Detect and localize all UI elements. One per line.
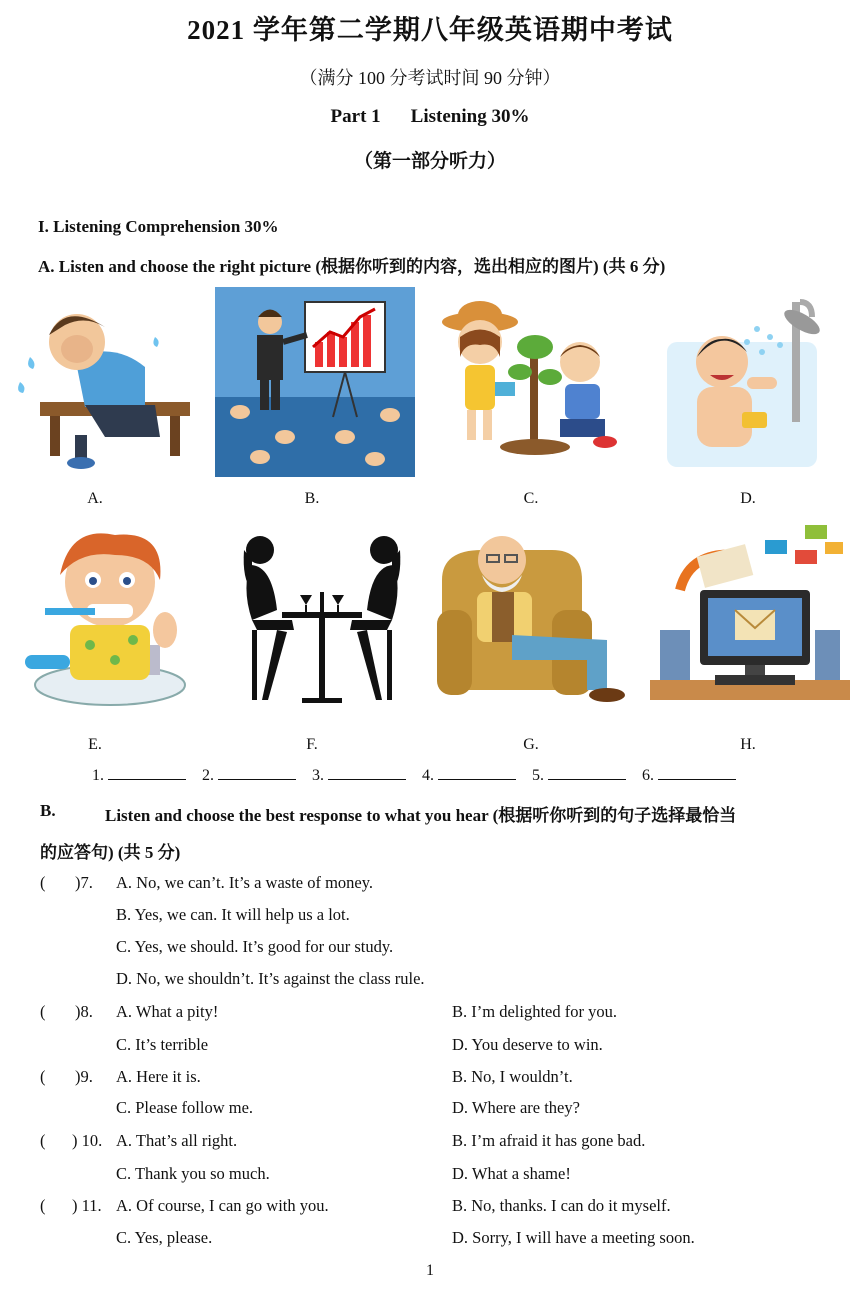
picture-letter: E.: [88, 736, 102, 753]
question-number: ) 11.: [72, 1196, 102, 1215]
picture-letter: D.: [740, 490, 756, 507]
picture-letter: A.: [87, 490, 103, 507]
option-text: C. It’s terrible: [116, 1035, 209, 1054]
option-text: A. Of course, I can go with you.: [116, 1196, 329, 1215]
presentation-applause-icon: [215, 287, 415, 477]
blank-item[interactable]: 3.: [312, 765, 406, 785]
question-number: )8.: [75, 1002, 93, 1021]
part-heading-cn: （第一部分听力）: [353, 151, 506, 172]
part-b-heading-cont: 的应答句) (共 5 分): [40, 843, 181, 862]
part-heading: [0, 106, 860, 128]
option-text: D. Where are they?: [452, 1098, 580, 1117]
option-text: B. I’m afraid it has gone bad.: [452, 1131, 646, 1150]
blank-item[interactable]: 6.: [642, 765, 736, 785]
option-text: B. Yes, we can. It will help us a lot.: [116, 905, 350, 924]
question-number: ) 10.: [72, 1131, 103, 1150]
part-a-heading: A. Listen and choose the right picture (根据你听到的内容，选出相应的图片) (共 6 分): [38, 257, 666, 276]
option-text: B. No, I wouldn’t.: [452, 1067, 573, 1086]
option-text: D. What a shame!: [452, 1164, 571, 1183]
answer-paren[interactable]: (: [40, 873, 46, 892]
blank-item[interactable]: 2.: [202, 765, 296, 785]
picture-letter: C.: [523, 490, 539, 507]
boy-brushing-teeth-icon: [15, 520, 215, 710]
answer-paren[interactable]: (: [40, 1196, 46, 1215]
two-women-dining-icon: [222, 520, 422, 710]
option-text: B. I’m delighted for you.: [452, 1002, 617, 1021]
answer-line[interactable]: [328, 765, 406, 780]
option-text: A. That’s all right.: [116, 1131, 238, 1150]
answer-line[interactable]: [438, 765, 516, 780]
answer-paren[interactable]: (: [40, 1002, 46, 1021]
part-b-label: B.: [40, 801, 56, 820]
question-number: )7.: [75, 873, 93, 892]
computer-email-icon: [650, 520, 850, 710]
blank-item[interactable]: 4.: [422, 765, 516, 785]
option-text: D. You deserve to win.: [452, 1035, 603, 1054]
option-text: C. Thank you so much.: [116, 1164, 270, 1183]
option-text: D. No, we shouldn’t. It’s against the class rule.: [116, 969, 425, 988]
option-text: D. Sorry, I will have a meeting soon.: [452, 1228, 695, 1247]
section-heading: I. Listening Comprehension 30%: [38, 217, 279, 236]
answer-paren[interactable]: (: [40, 1067, 46, 1086]
answer-line[interactable]: [548, 765, 626, 780]
option-text: A. No, we can’t. It’s a waste of money.: [116, 873, 374, 892]
kids-planting-tree-icon: [435, 287, 635, 477]
option-text: C. Please follow me.: [116, 1098, 254, 1117]
old-man-armchair-icon: [432, 520, 632, 710]
picture-letter: G.: [523, 736, 539, 753]
exam-title: 2021 学年第二学期八年级英语期中考试: [187, 15, 673, 45]
picture-letter: H.: [740, 736, 756, 753]
boy-showering-icon: [652, 287, 852, 477]
option-text: C. Yes, we should. It’s good for our study.: [116, 937, 394, 956]
stressed-man-on-bench-icon: [5, 287, 205, 477]
answer-line[interactable]: [108, 765, 186, 780]
answer-blanks: [92, 765, 748, 785]
blank-item[interactable]: 5.: [532, 765, 626, 785]
question-number: )9.: [75, 1067, 93, 1086]
option-text: B. No, thanks. I can do it myself.: [452, 1196, 671, 1215]
picture-letter: B.: [304, 490, 320, 507]
option-text: A. What a pity!: [116, 1002, 219, 1021]
blank-item[interactable]: 1.: [92, 765, 186, 785]
page-number: 1: [426, 1262, 434, 1279]
part-name: Listening 30%: [410, 106, 530, 127]
picture-letter: F.: [306, 736, 318, 753]
option-text: A. Here it is.: [116, 1067, 201, 1086]
answer-paren[interactable]: (: [40, 1131, 46, 1150]
exam-subtitle: （满分 100 分考试时间 90 分钟）: [299, 68, 561, 88]
option-text: C. Yes, please.: [116, 1228, 213, 1247]
answer-line[interactable]: [218, 765, 296, 780]
part-label: Part 1: [330, 106, 381, 127]
part-b-heading: Listen and choose the best response to what you hear (根据听你听到的句子选择最恰当: [105, 806, 737, 825]
answer-line[interactable]: [658, 765, 736, 780]
